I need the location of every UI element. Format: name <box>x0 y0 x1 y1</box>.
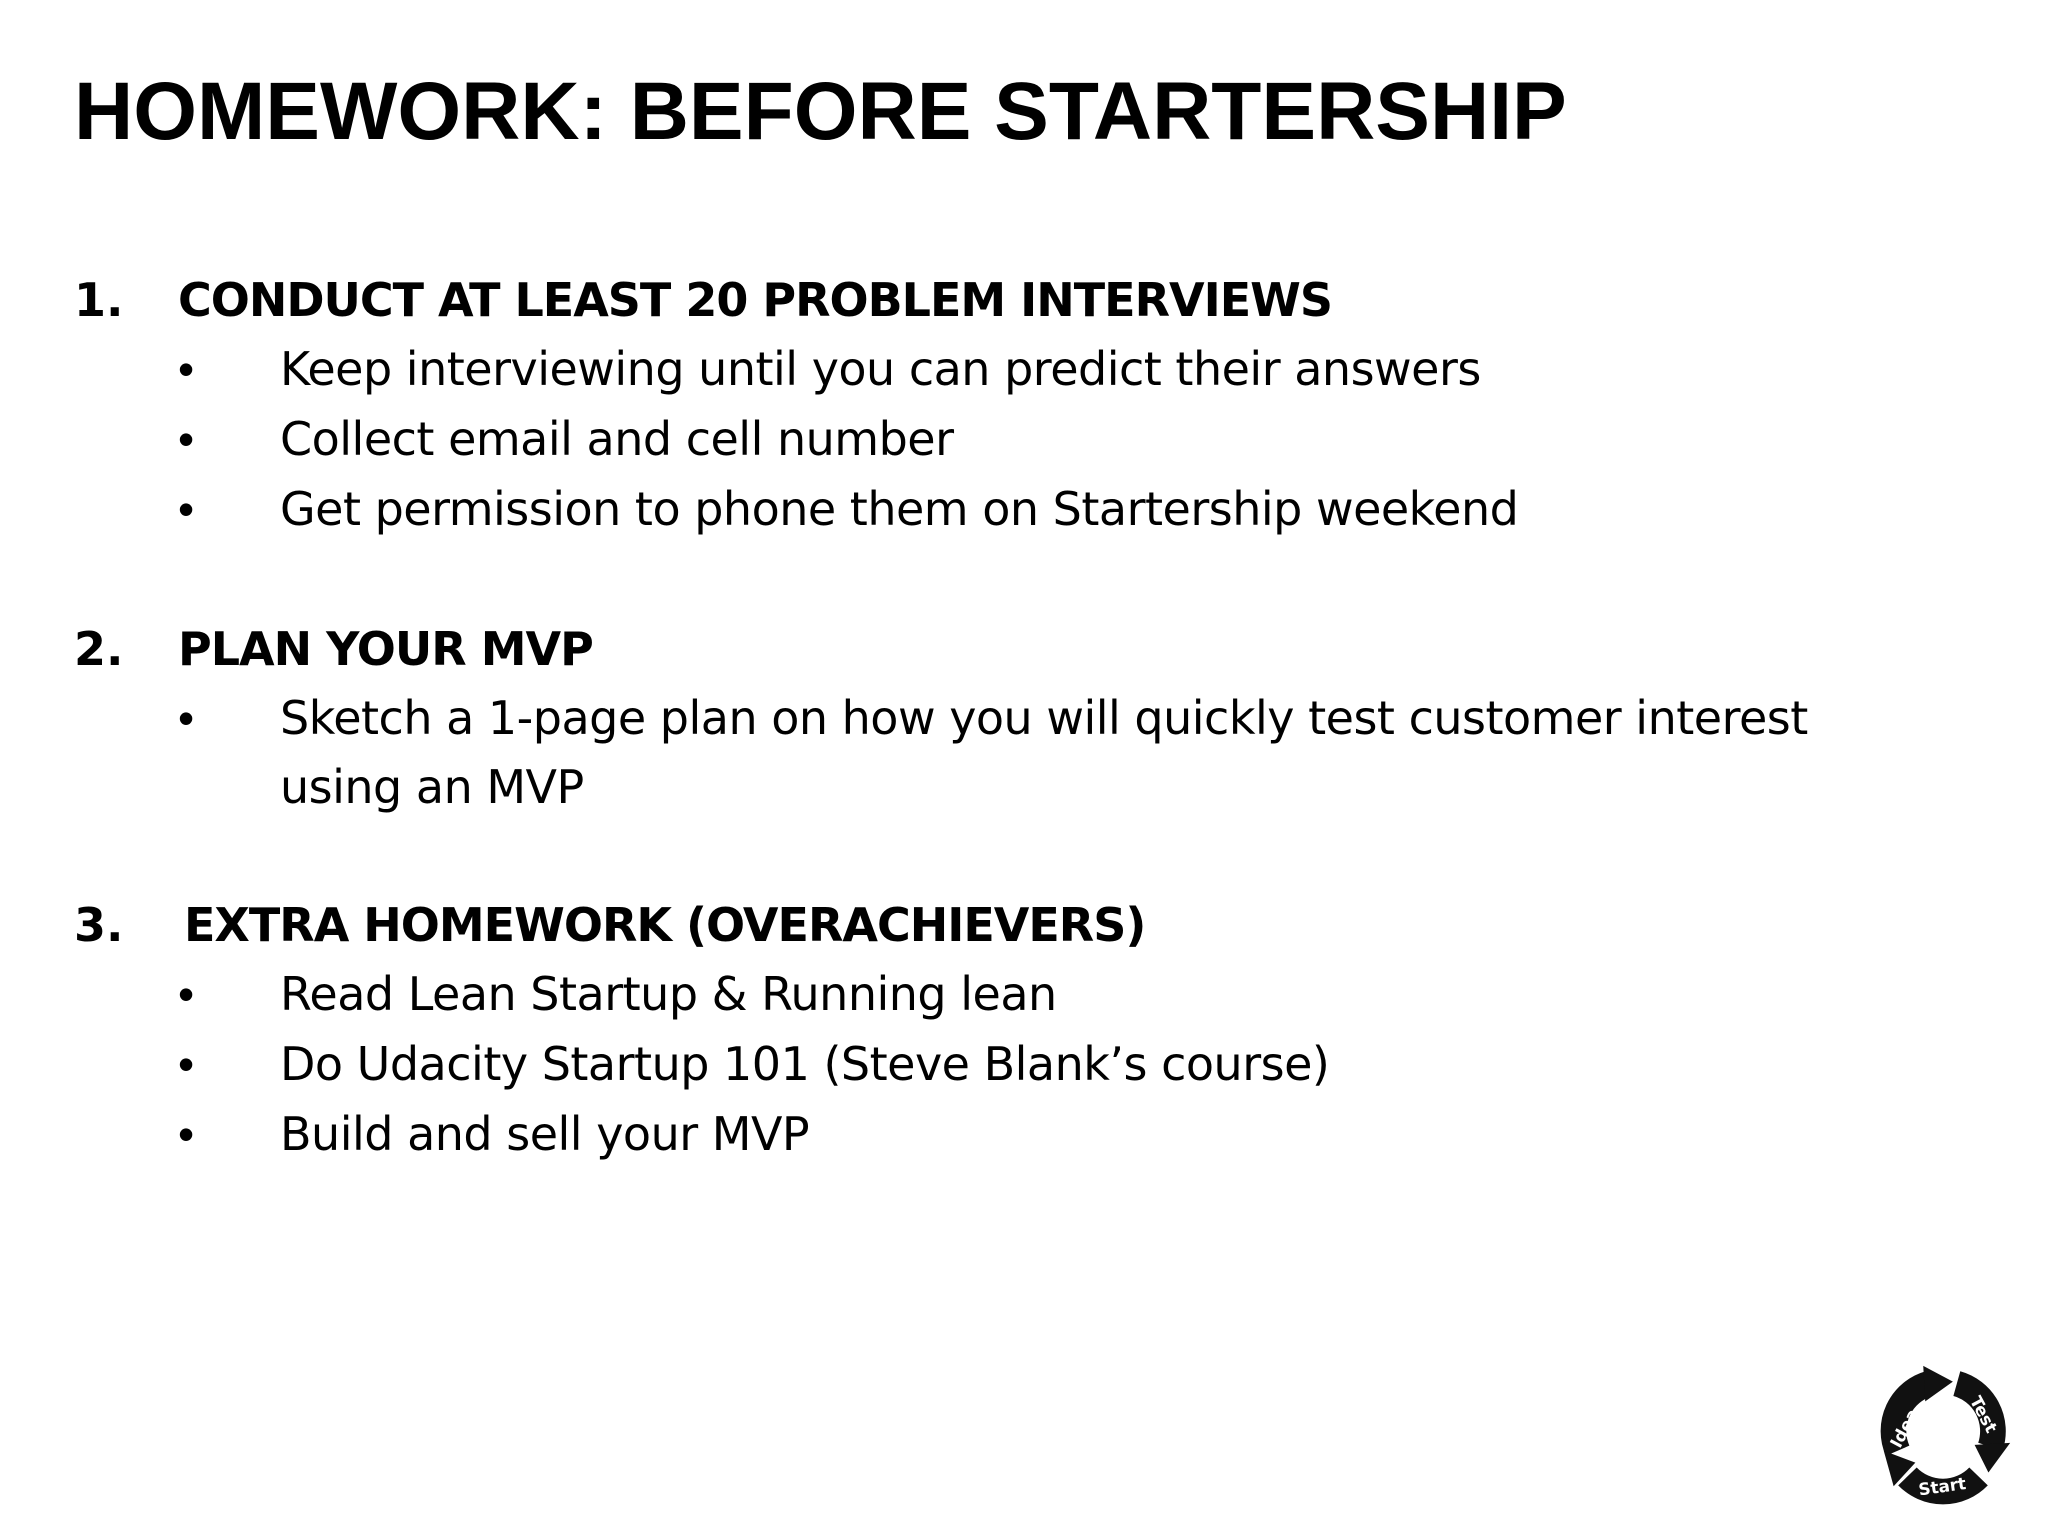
idea-test-start-cycle-icon <box>1864 1352 2022 1510</box>
bullet-text: Collect email and cell number <box>280 412 954 466</box>
bullet-text: Keep interviewing until you can predict their answers <box>280 342 1481 396</box>
section-heading <box>0 265 2048 335</box>
bullet-icon: • <box>178 483 194 535</box>
bullet-icon: • <box>178 343 194 395</box>
logo-label: Idea <box>1885 1405 1923 1451</box>
logo-label: Start <box>1917 1473 1968 1500</box>
bullet-icon: • <box>178 968 194 1020</box>
bullet-icon: • <box>178 1108 194 1160</box>
section-heading <box>0 890 2048 960</box>
section-title: CONDUCT AT LEAST 20 PROBLEM INTERVIEWS <box>178 273 1333 327</box>
section-heading <box>0 614 2048 684</box>
bullet-icon: • <box>178 692 194 744</box>
bullet-icon: • <box>178 1038 194 1090</box>
bullet-icon: • <box>178 413 194 465</box>
section-number: 3. <box>74 898 124 952</box>
bullet-text: Read Lean Startup & Running lean <box>280 967 1057 1021</box>
bullet-text: Do Udacity Startup 101 (Steve Blank’s course) <box>280 1037 1330 1091</box>
section-title: PLAN YOUR MVP <box>178 622 593 676</box>
section-number: 2. <box>74 622 124 676</box>
slide-title: HOMEWORK: BEFORE STARTERSHIP <box>74 66 1567 157</box>
bullet-text: Sketch a 1-page plan on how you will quickly test customer interest using an MVP <box>280 691 1808 814</box>
section-number: 1. <box>74 273 124 327</box>
bullet-text: Build and sell your MVP <box>280 1107 810 1161</box>
section-title: EXTRA HOMEWORK (OVERACHIEVERS) <box>184 898 1146 952</box>
bullet-text: Get permission to phone them on Startership weekend <box>280 482 1519 536</box>
logo-label: Test <box>1965 1392 2002 1437</box>
